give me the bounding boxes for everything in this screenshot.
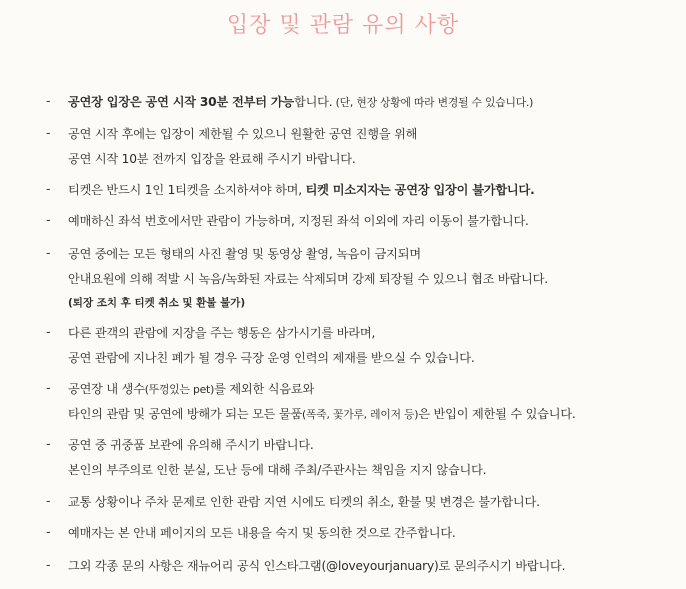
item-line: 다른 관객의 관람에 지장을 주는 행동은 삼가시기를 바라며,: [68, 326, 376, 340]
item-small-text: (단, 현장 상황에 따라 변경될 수 있습니다.): [332, 96, 534, 109]
item-line: 공연 중 귀중품 보관에 유의해 주시기 바랍니다.: [68, 438, 314, 452]
item-text: 타인의 관람 및 공연에 방해가 되는 모든 물품: [68, 407, 303, 421]
bullet-dash: -: [46, 381, 51, 396]
bullet-dash: -: [46, 558, 51, 573]
item-line: 본인의 부주의로 인한 분실, 도난 등에 대해 주최/주관사는 책임을 지지 않습니다.: [68, 463, 487, 477]
bullet-dash: -: [46, 94, 51, 109]
bullet-dash: -: [46, 437, 51, 452]
item-line: 예매자는 본 안내 페이지의 모든 내용을 숙지 및 동의한 것으로 간주합니다.: [68, 526, 456, 540]
item-text: 를 제외한 식음료와: [214, 382, 315, 396]
bullet-dash: -: [46, 213, 51, 228]
item-small-text: (뚜껑있는 pet): [144, 383, 215, 396]
item-line: 공연 시작 10분 전까지 입장을 완료해 주시기 바랍니다.: [68, 152, 356, 166]
bullet-dash: -: [46, 325, 51, 340]
item-line: [68, 179, 678, 201]
item-line: 그외 각종 문의 사항은 재뉴어리 공식 인스타그램(@loveyourjanuary)로 문의주시기 바랍니다.: [68, 559, 566, 573]
item-text: 은 반입이 제한될 수 있습니다.: [418, 407, 576, 421]
item-line: 안내요원에 의해 적발 시 녹음/녹화된 자료는 삭제되며 강제 퇴장될 수 있으니 협조 바랍니다.: [68, 272, 548, 286]
item-line: 공연 중에는 모든 형태의 사진 촬영 및 동영상 촬영, 녹음이 금지되며: [68, 247, 421, 261]
item-text: 합니다.: [294, 95, 333, 109]
item-line: [68, 378, 678, 400]
item-text: 공연장 내 생수: [68, 382, 145, 396]
item-bold-text: 티켓 미소지자는 공연장 입장이 불가합니다.: [305, 183, 535, 197]
bullet-dash: -: [46, 525, 51, 540]
item-line: 공연 시작 후에는 입장이 제한될 수 있으니 원활한 공연 진행을 위해: [68, 127, 418, 141]
item-line: 예매하신 좌석 번호에서만 관람이 가능하며, 지정된 좌석 이외에 자리 이동이 불가합니다.: [68, 214, 529, 228]
bullet-dash: -: [46, 182, 51, 197]
item-line: 공연 관람에 지나친 폐가 될 경우 극장 운영 인력의 제재를 받으실 수 있습니다.: [68, 351, 475, 365]
item-bold-text: 공연장 입장은 공연 시작 30분 전부터 가능: [68, 95, 294, 109]
item-text: 티켓은 반드시 1인 1티켓을 소지하셔야 하며,: [68, 183, 306, 197]
bullet-dash: -: [46, 494, 51, 509]
item-note: (퇴장 조치 후 티켓 취소 및 환불 불가): [68, 297, 246, 309]
item-line: [68, 403, 678, 425]
page-title: 입장 및 관람 유의 사항: [226, 13, 460, 38]
item-line: [68, 91, 678, 113]
bullet-dash: -: [46, 246, 51, 261]
item-small-text: (폭죽, 꽃가루, 레이저 등): [302, 408, 419, 421]
item-line: 교통 상황이나 주차 문제로 인한 관람 지연 시에도 티켓의 취소, 환불 및 변경은 불가합니다.: [68, 495, 540, 509]
bullet-dash: -: [46, 126, 51, 141]
